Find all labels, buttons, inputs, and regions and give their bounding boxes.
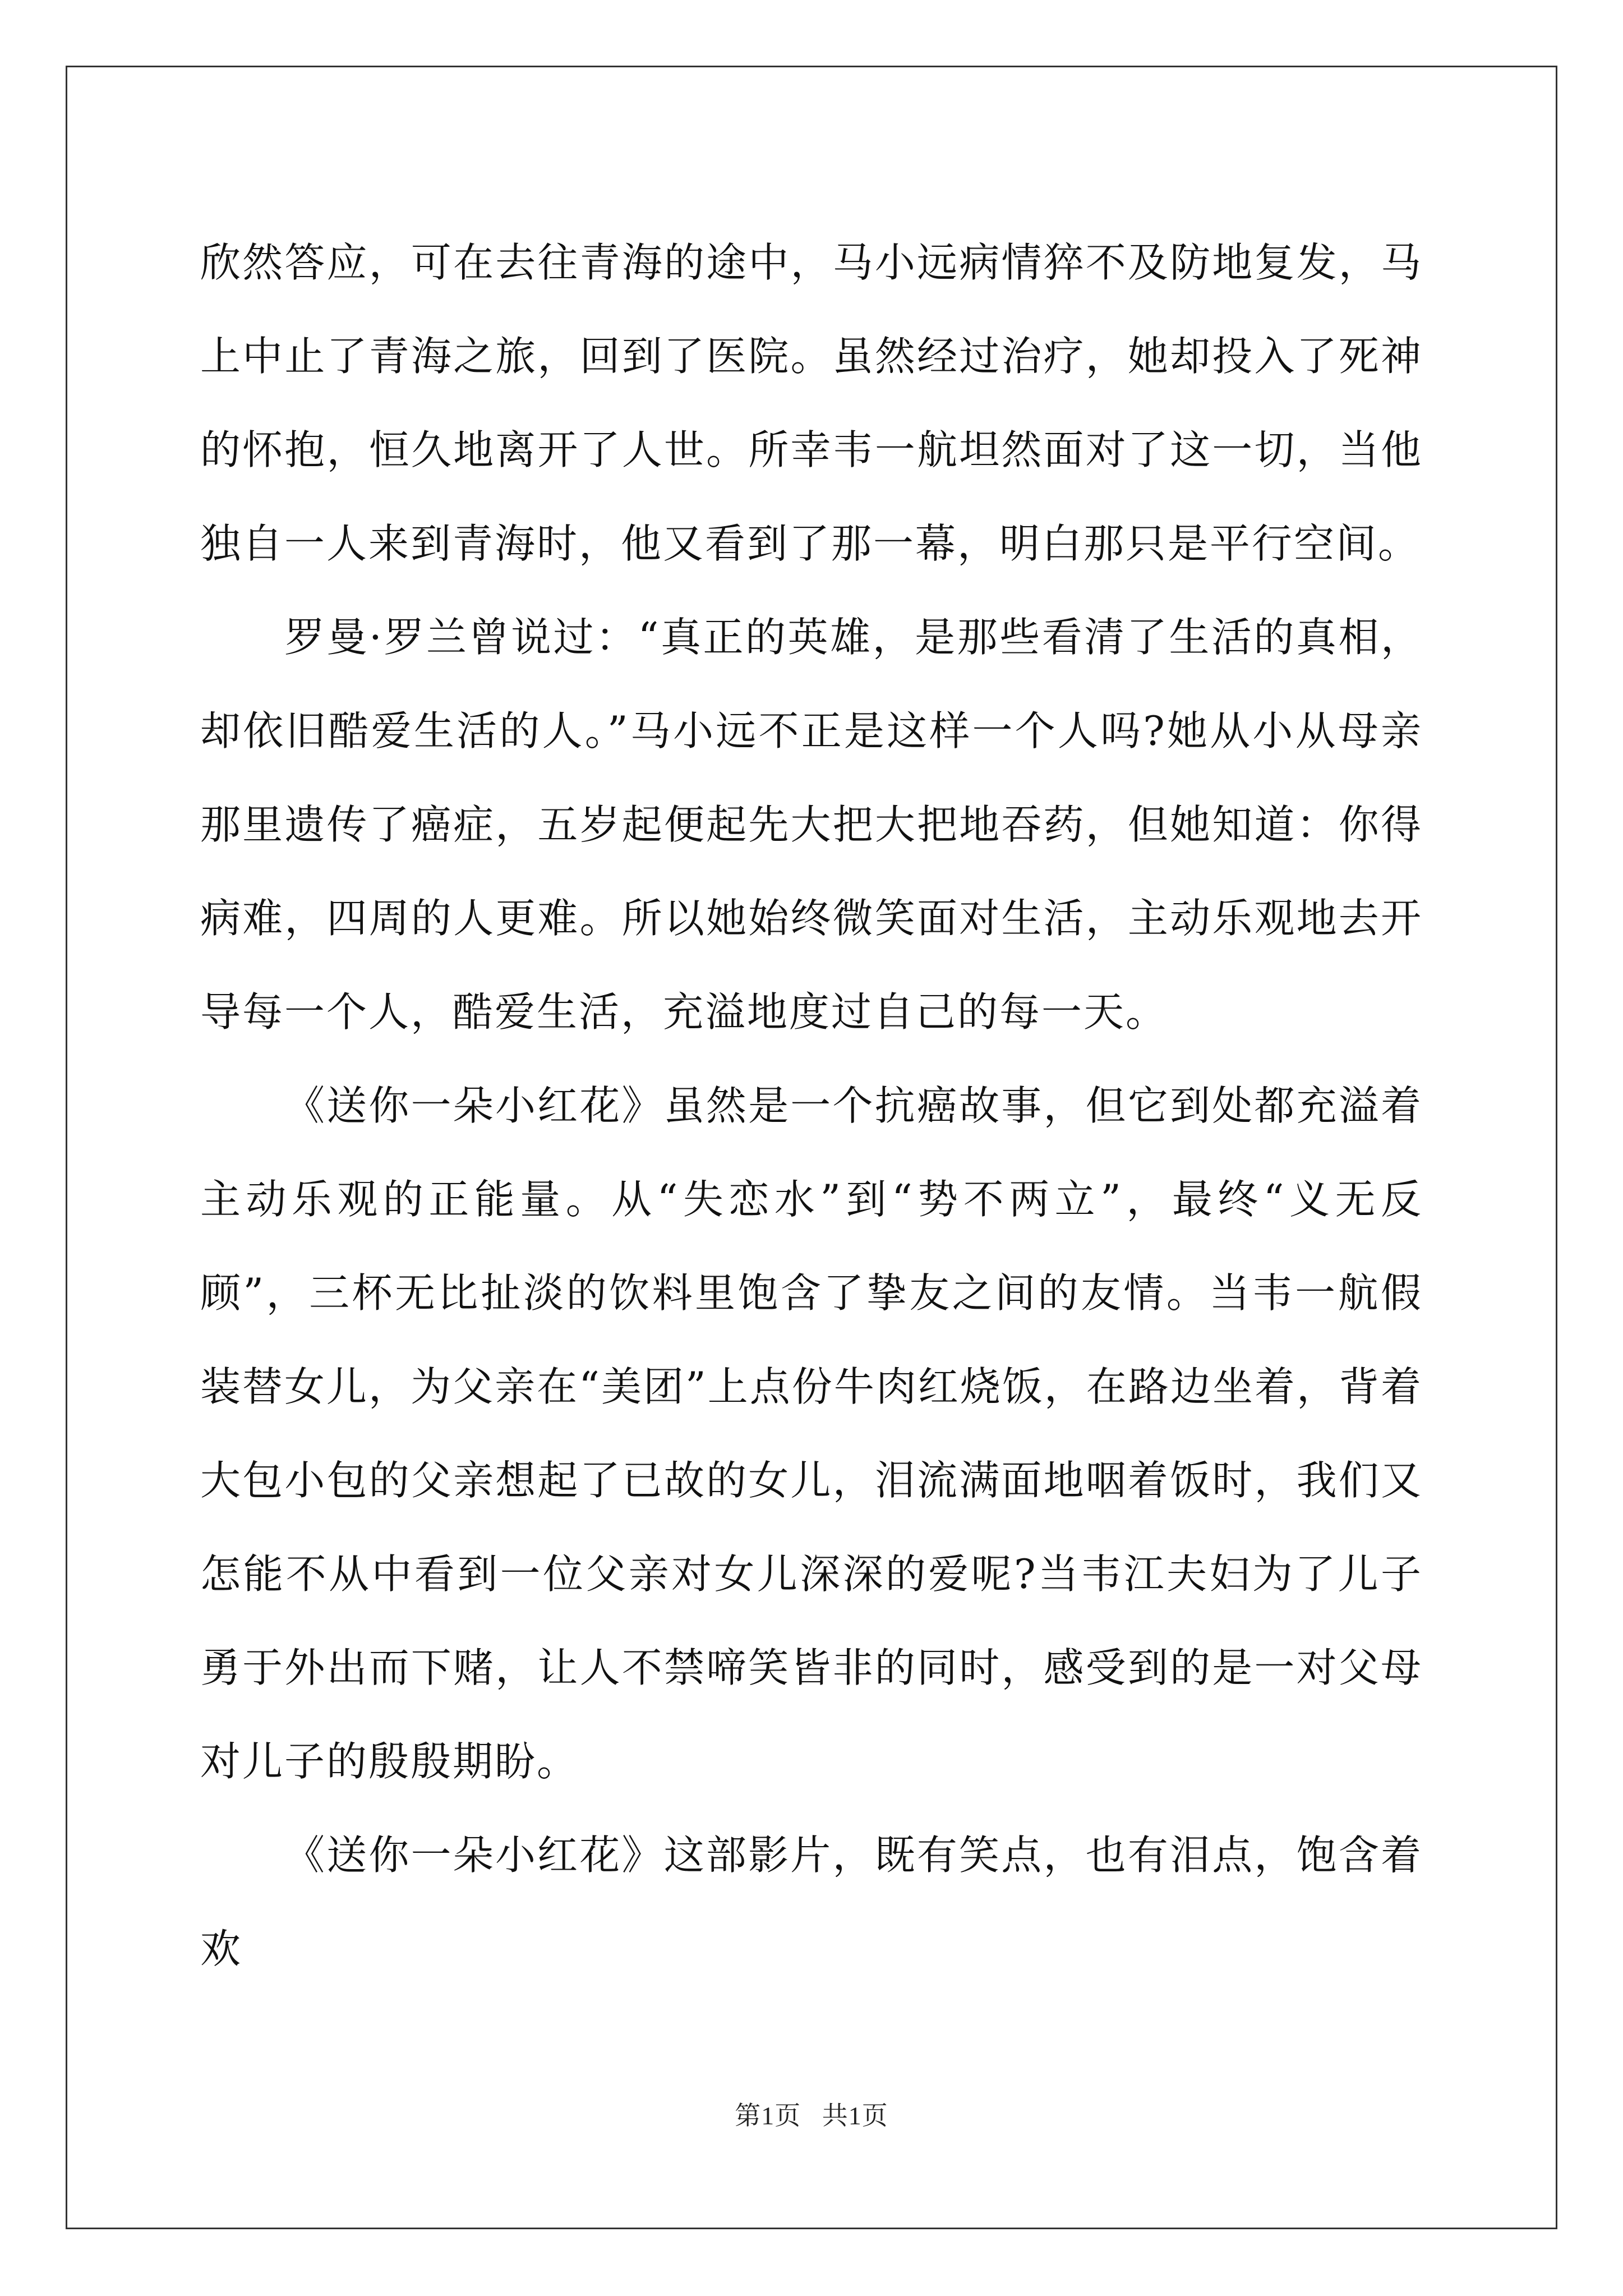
paragraph-3: 《送你一朵小红花》虽然是一个抗癌故事，但它到处都充溢着主动乐观的正能量。从“失恋水”到“势不两立”，最终“义无反顾”，三杯无比扯淡的饮料里饱含了挚友之间的友情。当韦一航假装替女儿，为父亲在“美团”上点份牛肉红烧饭，在路边坐着，背着大包小包的父亲想起了已故的女儿，泪流满面地咽着饭时，我们又怎能不从中看到一位父亲对女儿深深的爱呢?当韦江夫妇为了儿子勇于外出而下赌，让人不禁啼笑皆非的同时，感受到的是一对父母对儿子的殷殷期盼。: [200, 1082, 1423, 1785]
paragraph-2: 罗曼·罗兰曾说过：“真正的英雄，是那些看清了生活的真相，却依旧酷爱生活的人。”马小远不正是这样一个人吗?她从小从母亲那里遗传了癌症，五岁起便起先大把大把地吞药，但她知道：你得病难，四周的人更难。所以她始终微笑面对生活，主动乐观地去开导每一个人，酷爱生活，充溢地度过自己的每一天。: [200, 614, 1423, 1036]
page-footer: [0, 2095, 1623, 2132]
page-total-label: 共1页: [822, 2101, 888, 2130]
paragraph-4: 《送你一朵小红花》这部影片，既有笑点，也有泪点，饱含着欢: [200, 1832, 1423, 1972]
paragraph-1: 欣然答应，可在去往青海的途中，马小远病情猝不及防地复发，马上中止了青海之旅，回到了医院。虽然经过治疗，她却投入了死神的怀抱，恒久地离开了人世。所幸韦一航坦然面对了这一切，当他独自一人来到青海时，他又看到了那一幕，明白那只是平行空间。: [200, 239, 1423, 567]
page-number-label: 第1页: [735, 2101, 801, 2130]
document-body: [200, 216, 1423, 1996]
